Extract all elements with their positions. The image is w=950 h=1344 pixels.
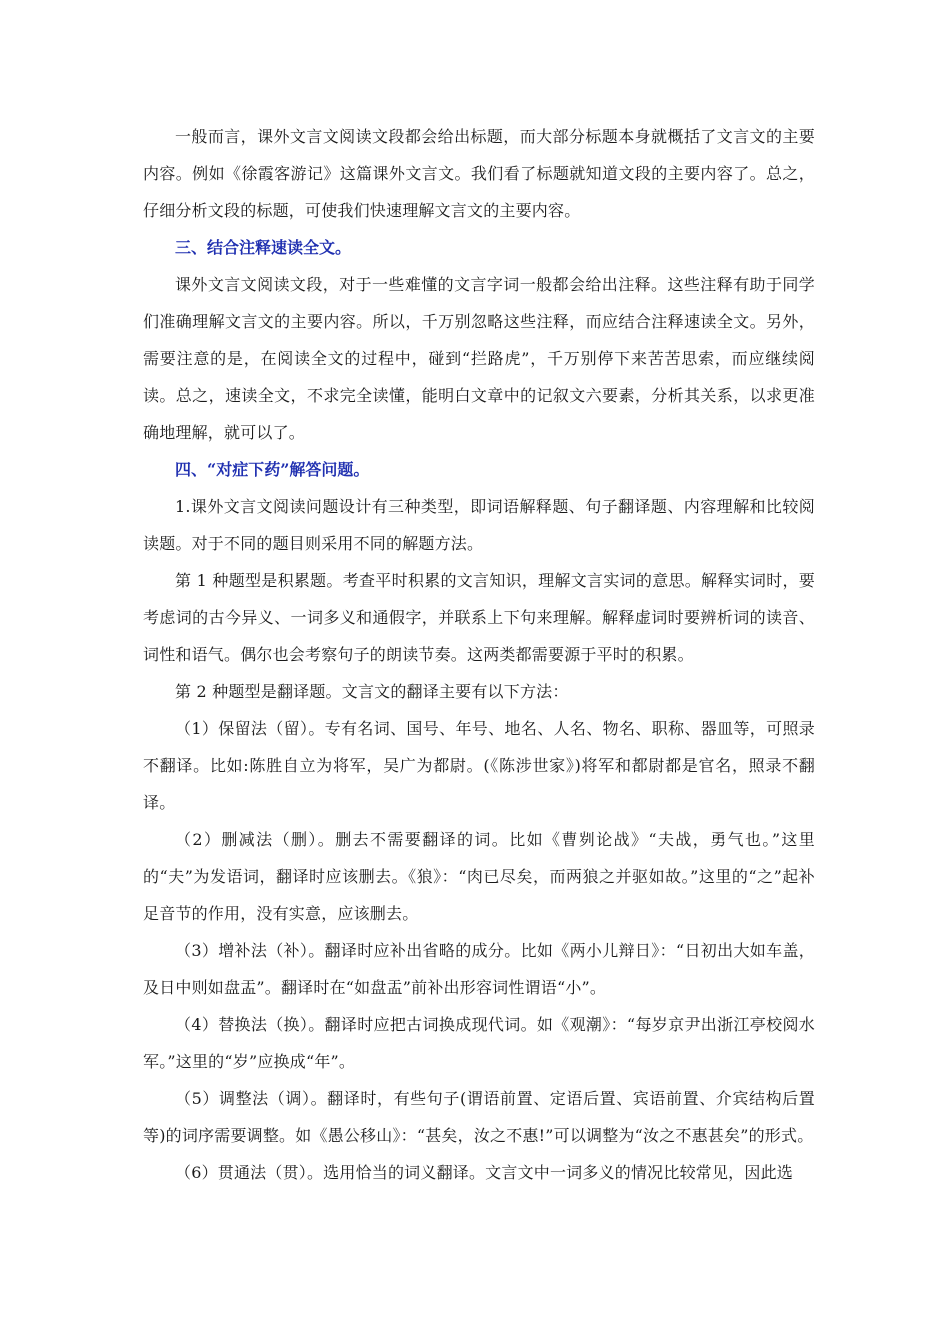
document-body	[143, 118, 815, 1191]
method-replace: （4）替换法（换）。翻译时应把古词换成现代词。如《观潮》：“每岁京尹出浙江亭校阅水军。”这里的“岁”应换成“年”。	[143, 1015, 815, 1071]
method-retain: （1）保留法（留）。专有名词、国号、年号、地名、人名、物名、职称、器皿等，可照录不翻译。比如:陈胜自立为将军，吴广为都尉。(《陈涉世家》)将军和都尉都是官名，照录不翻译。	[143, 719, 815, 812]
section-heading-3: 三、结合注释速读全文。	[175, 238, 352, 257]
method-delete: （2）删减法（删）。删去不需要翻译的词。比如《曹刿论战》“夫战，勇气也。”这里的“夫”为发语词，翻译时应该删去。《狼》：“肉已尽矣，而两狼之并驱如故。”这里的“之”起补足音节的作用，没有实意，应该删去。	[143, 830, 815, 923]
method-connect: （6）贯通法（贯）。选用恰当的词义翻译。文言文中一词多义的情况比较常见，因此选	[175, 1163, 793, 1182]
paragraph-section-3: 课外文言文阅读文段，对于一些难懂的文言字词一般都会给出注释。这些注释有助于同学们准确理解文言文的主要内容。所以，千万别忽略这些注释，而应结合注释速读全文。另外，需要注意的是，在阅读全文的过程中，碰到“拦路虎”，千万别停下来苦苦思索，而应继续阅读。总之，速读全文，不求完全读懂，能明白文章中的记叙文六要素，分析其关系，以求更准确地理解，就可以了。	[143, 275, 815, 442]
method-supplement: （3）增补法（补）。翻译时应补出省略的成分。比如《两小儿辩日》：“日初出大如车盖，及日中则如盘盂”。翻译时在“如盘盂”前补出形容词性谓语“小”。	[143, 941, 815, 997]
paragraph-question-types: 1.课外文言文阅读问题设计有三种类型，即词语解释题、句子翻译题、内容理解和比较阅读题。对于不同的题目则采用不同的解题方法。	[143, 497, 815, 553]
section-heading-4: 四、“对症下药”解答问题。	[175, 460, 370, 479]
paragraph-intro: 一般而言，课外文言文阅读文段都会给出标题，而大部分标题本身就概括了文言文的主要内容。例如《徐霞客游记》这篇课外文言文。我们看了标题就知道文段的主要内容了。总之，仔细分析文段的标题，可使我们快速理解文言文的主要内容。	[143, 127, 815, 220]
paragraph-type-1: 第 1 种题型是积累题。考查平时积累的文言知识，理解文言实词的意思。解释实词时，要考虑词的古今异义、一词多义和通假字，并联系上下句来理解。解释虚词时要辨析词的读音、词性和语气。偶尔也会考察句子的朗读节奏。这两类都需要源于平时的积累。	[143, 571, 815, 664]
method-adjust: （5）调整法（调）。翻译时，有些句子(谓语前置、定语后置、宾语前置、介宾结构后置等)的词序需要调整。如《愚公移山》：“甚矣，汝之不惠!”可以调整为“汝之不惠甚矣”的形式。	[143, 1089, 815, 1145]
paragraph-type-2: 第 2 种题型是翻译题。文言文的翻译主要有以下方法：	[175, 682, 569, 701]
